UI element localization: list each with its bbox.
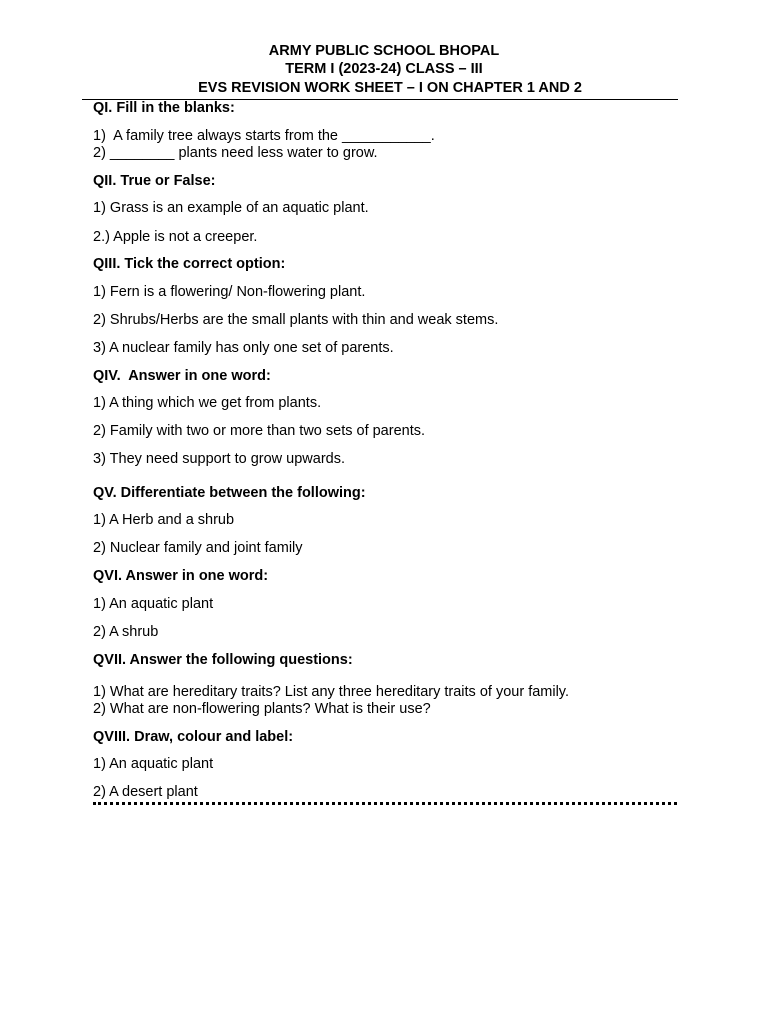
section-heading-q4: QIV. Answer in one word:: [93, 368, 271, 384]
worksheet-title: EVS REVISION WORK SHEET – I ON CHAPTER 1 AND 2: [198, 80, 582, 96]
question-item: 2) What are non-flowering plants? What is their use?: [93, 701, 431, 717]
question-item: 1) A Herb and a shrub: [93, 512, 235, 528]
question-item: 2) Shrubs/Herbs are the small plants with thin and weak stems.: [93, 312, 499, 328]
question-item: 2) A desert plant: [93, 784, 198, 800]
question-item: 1) A family tree always starts from the ___________.: [93, 128, 435, 144]
question-item: 3) A nuclear family has only one set of parents.: [93, 340, 394, 356]
question-item: 3) They need support to grow upwards.: [93, 451, 346, 467]
question-item: 2.) Apple is not a creeper.: [93, 229, 258, 245]
question-item: 1) A thing which we get from plants.: [93, 395, 322, 411]
question-item: 1) An aquatic plant: [93, 596, 214, 612]
question-item: 2) A shrub: [93, 624, 159, 640]
question-item: 1) Fern is a flowering/ Non-flowering plant.: [93, 284, 366, 300]
school-name: ARMY PUBLIC SCHOOL BHOPAL: [268, 43, 500, 59]
section-heading-q8: QVIII. Draw, colour and label:: [93, 729, 294, 745]
section-heading-q1: QI. Fill in the blanks:: [93, 100, 235, 116]
section-heading-q6: QVI. Answer in one word:: [93, 568, 269, 584]
section-heading-q7: QVII. Answer the following questions:: [93, 652, 353, 668]
question-item: 1) What are hereditary traits? List any three hereditary traits of your family.: [93, 684, 570, 700]
section-heading-q5: QV. Differentiate between the following:: [93, 485, 366, 501]
term-class: TERM I (2023-24) CLASS – III: [285, 61, 483, 77]
dotted-end-divider: [93, 802, 677, 805]
section-heading-q3: QIII. Tick the correct option:: [93, 256, 286, 272]
question-item: 2) ________ plants need less water to grow.: [93, 145, 378, 161]
question-item: 2) Family with two or more than two sets of parents.: [93, 423, 426, 439]
question-item: 1) Grass is an example of an aquatic plant.: [93, 200, 369, 216]
section-heading-q2: QII. True or False:: [93, 173, 216, 189]
question-item: 2) Nuclear family and joint family: [93, 540, 303, 556]
question-item: 1) An aquatic plant: [93, 756, 214, 772]
